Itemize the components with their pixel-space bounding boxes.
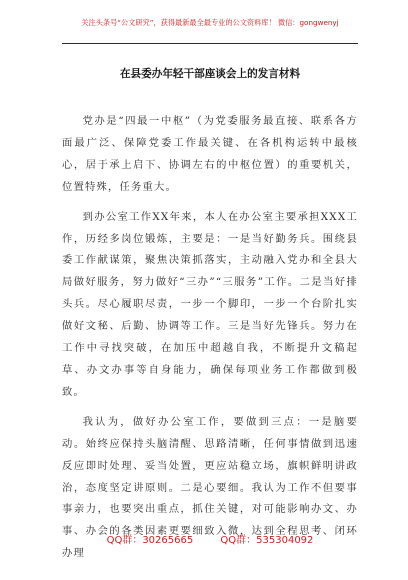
footer-qq-group-1: QQ群：30265665 bbox=[106, 535, 194, 546]
paragraph: 我认为，做好办公室工作，要做到三点：一是脑要动。始终应保持头脑清醒、思路清晰，任何事情做到迅速反应即时处理、妥当处置，更应站稳立场，旗帜鲜明讲政治，态度坚定讲原则。二是心要细。我认为工作不但要事事亲力，也要突出重点，抓住关键，对可能影响办文、办事、办会的各类因素更要细致入微，达到全程思考、闭环办理 bbox=[62, 415, 358, 560]
footer-contacts bbox=[62, 531, 358, 546]
document-body bbox=[62, 111, 358, 573]
header-banner: 关注头条号“公文研究”，获得最新最全最专业的公文资料库！ 微信：gongwenyj bbox=[81, 18, 339, 27]
header-divider bbox=[62, 43, 358, 44]
document-title: 在县委办年轻干部座谈会上的发言材料 bbox=[119, 68, 301, 80]
footer-qq-group-2: QQ群：535304092 bbox=[220, 535, 314, 546]
paragraph: 党办是“四最一中枢”（为党委服务最直接、联系各方面最广泛、保障党委工作最关键、在各机构运转中最核心，居于承上启下、协调左右的中枢位置）的重要机关，位置特殊，任务重大。 bbox=[62, 115, 358, 193]
paragraph: 到办公室工作XX年来，本人在办公室主要承担XXX工作，历经多岗位锻炼，主要是：一是当好勤务兵。围绕县委工作献谋策，聚焦决策抓落实，主动融入党办和全县大局做好服务，努力做好“三办”“三服务”工作。二是当好排头兵。尽心履职尽责，一步一个脚印，一步一个台阶扎实做好文秘、后勤、协调等工作。三是当好先锋兵。努力在工作中寻找突破，在加压中超越自我，不断提升文稿起草、办文办事等自身能力，确保每项业务工作都做到极致。 bbox=[62, 210, 358, 398]
